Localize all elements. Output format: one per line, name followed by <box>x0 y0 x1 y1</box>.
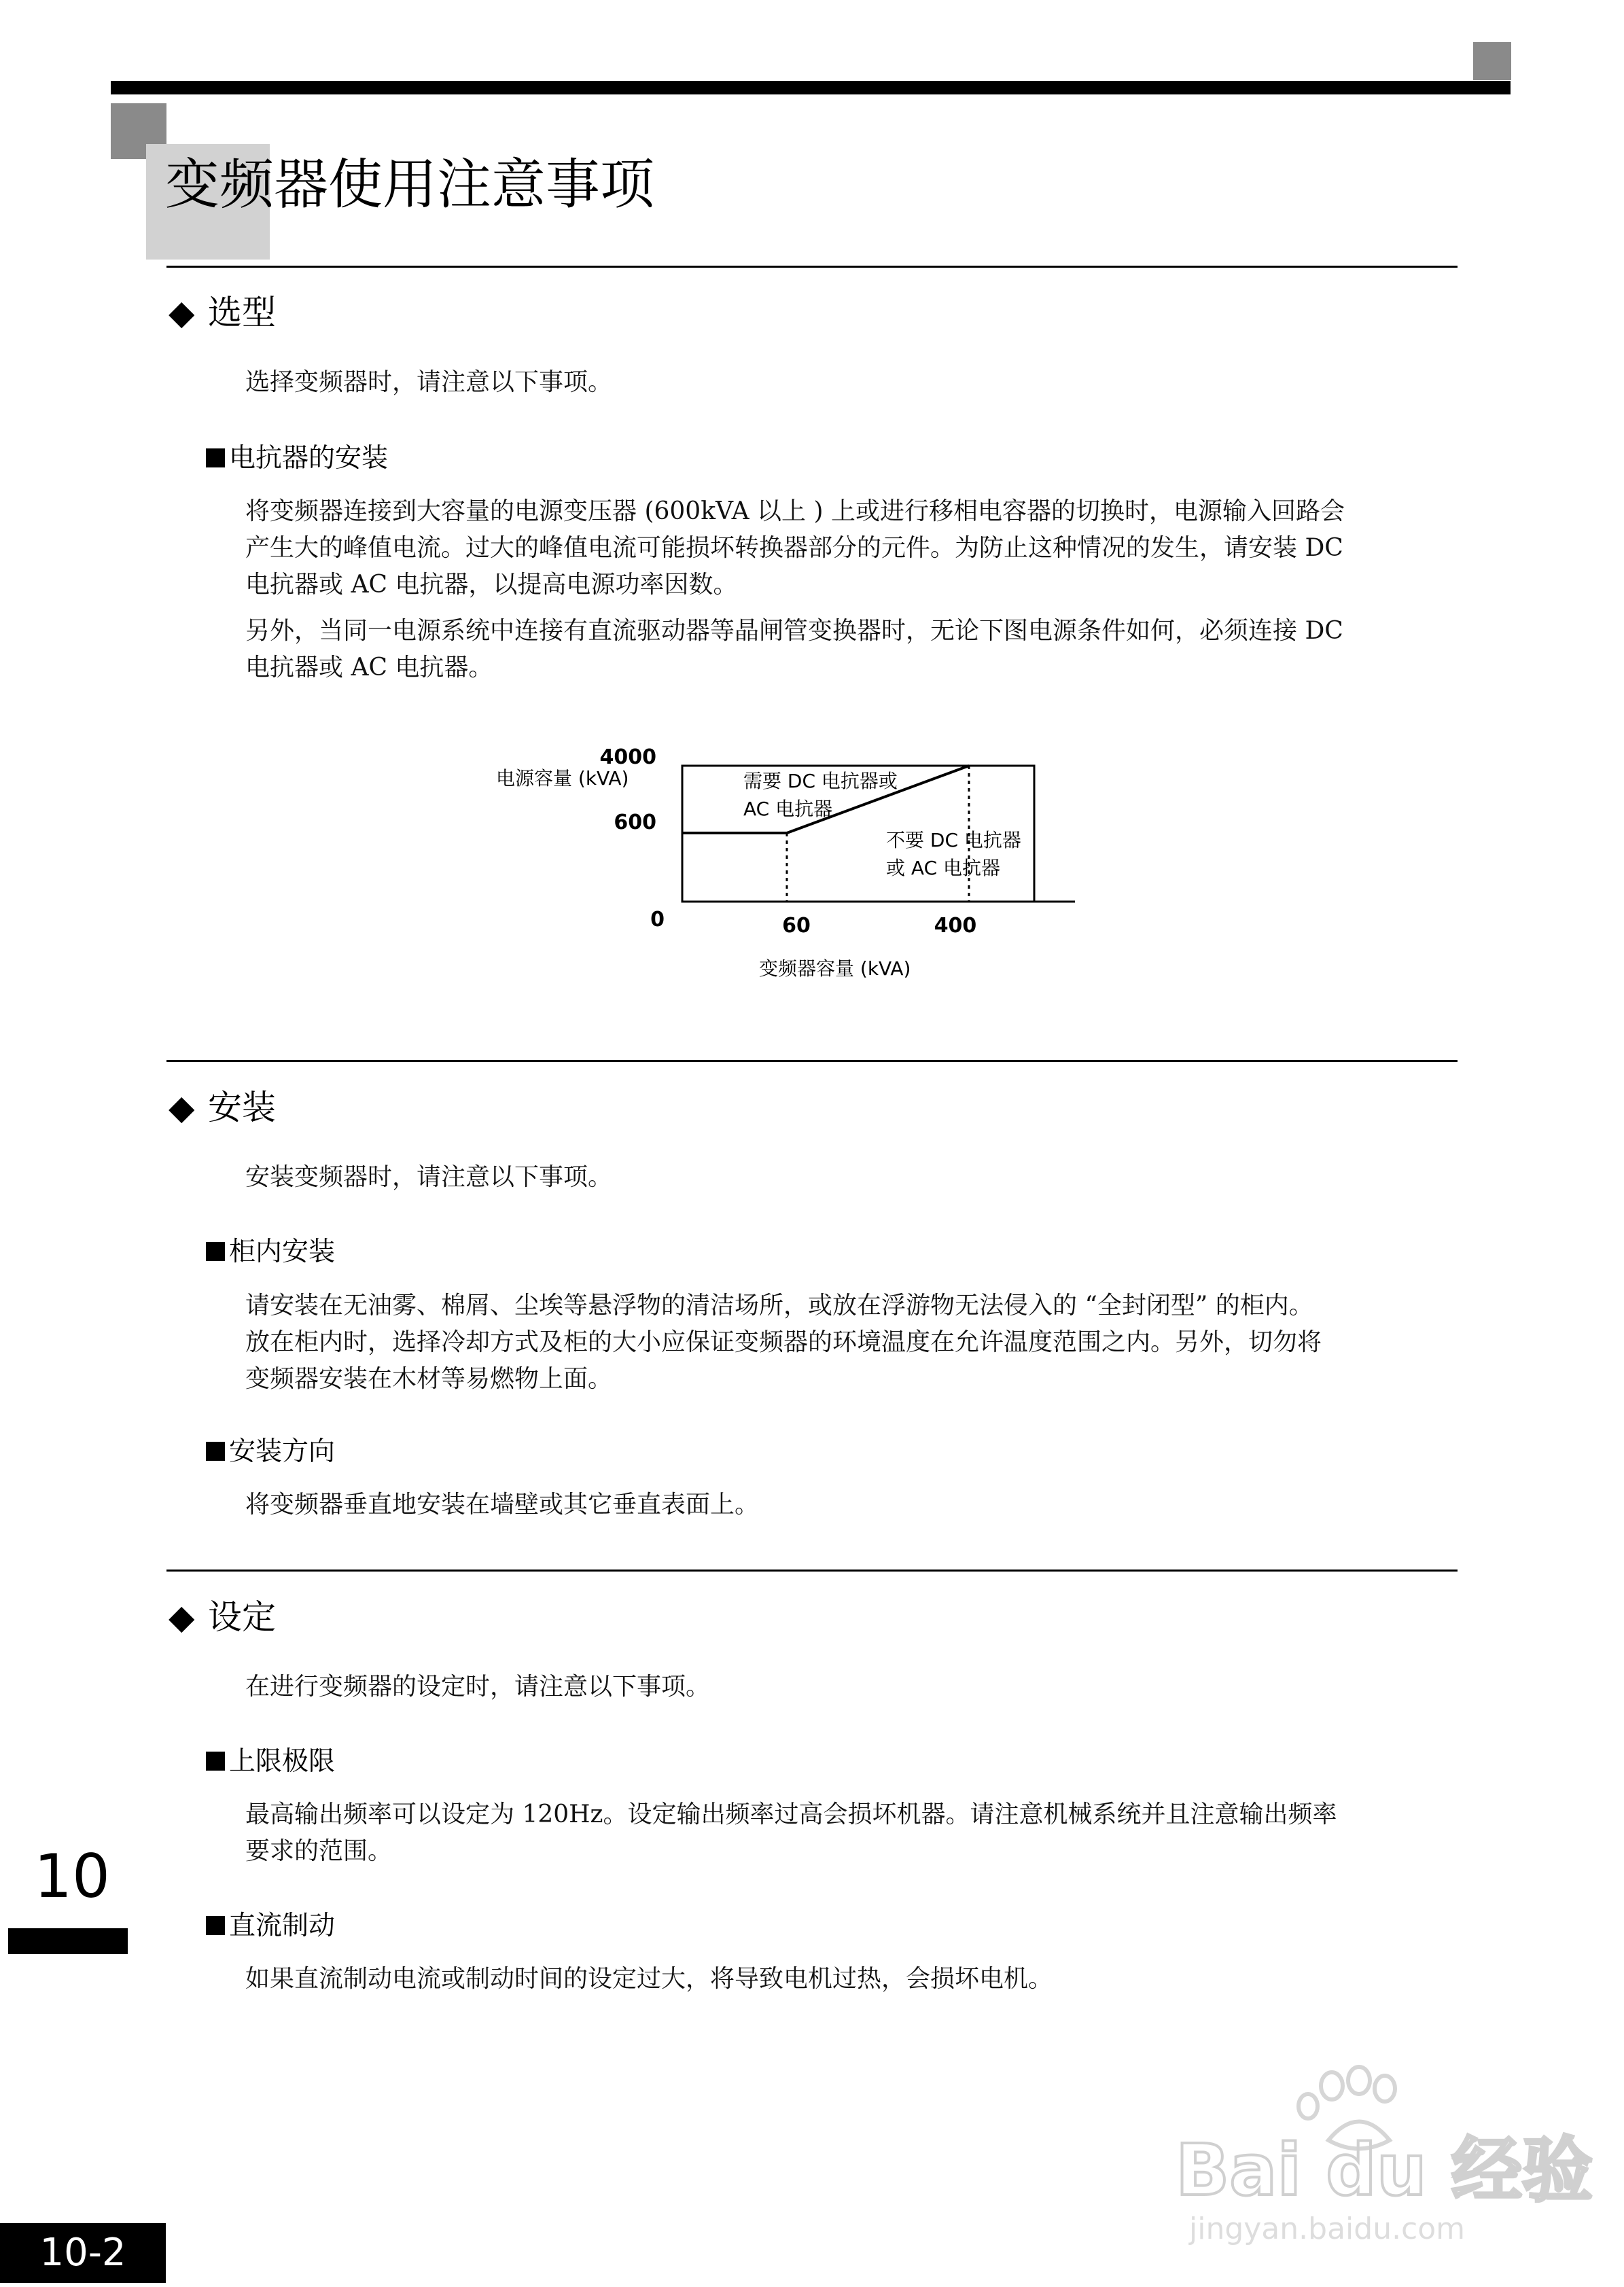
square-bullet-icon <box>206 1752 225 1771</box>
page-number: 10-2 <box>0 2223 166 2283</box>
chapter-tab-bar <box>8 1928 128 1954</box>
square-bullet-icon <box>206 1242 225 1261</box>
x-axis-label: 变频器容量 (kVA) <box>759 957 911 980</box>
subheading-label: 上限极限 <box>229 1746 336 1777</box>
subheading-reactor <box>206 442 388 476</box>
text-line: 电抗器或 AC 电抗器。 <box>245 654 493 681</box>
section-intro: 在进行变频器的设定时，请注意以下事项。 <box>245 1673 711 1701</box>
y-tick-label: 0 <box>650 908 665 932</box>
x-tick-label: 400 <box>934 914 977 938</box>
paragraph-reactor-1 <box>245 493 1458 603</box>
y-axis-label: 电源容量 (kVA) <box>496 767 629 790</box>
y-tick-label: 4000 <box>599 745 656 769</box>
text-line: 将变频器垂直地安装在墙壁或其它垂直表面上。 <box>245 1491 760 1519</box>
subheading-label: 柜内安装 <box>229 1237 336 1267</box>
region-label-above: AC 电抗器 <box>743 798 833 820</box>
diamond-icon: ◆ <box>169 1597 195 1637</box>
text-line: 另外，当同一电源系统中连接有直流驱动器等晶闸管变换器时，无论下图电源条件如何，必须连接 DC <box>245 617 1343 645</box>
text-line: 最高输出频率可以设定为 120Hz。设定输出频率过高会损坏机器。请注意机械系统并且注意输出频率 <box>245 1801 1337 1828</box>
subheading-label: 直流制动 <box>229 1911 336 1941</box>
section-title: 安装 <box>208 1088 276 1127</box>
watermark-brand: Bai du 经验 <box>1176 2129 1593 2212</box>
square-bullet-icon <box>206 1442 225 1461</box>
square-bullet-icon <box>206 1916 225 1935</box>
region-label-below: 或 AC 电抗器 <box>886 857 1001 879</box>
section-intro: 安装变频器时，请注意以下事项。 <box>245 1163 613 1191</box>
square-bullet-icon <box>206 448 225 467</box>
paragraph-cabinet <box>245 1288 1458 1398</box>
section-heading-selection <box>169 292 276 333</box>
region-label-above: 需要 DC 电抗器或 <box>743 770 898 792</box>
text-line: 产生大的峰值电流。过大的峰值电流可能损坏转换器部分的元件。为防止这种情况的发生，请安装 DC <box>245 534 1343 562</box>
section-divider <box>166 266 1458 268</box>
section-heading-installation <box>169 1087 276 1128</box>
page-title: 变频器使用注意事项 <box>165 153 654 216</box>
subheading-dc-braking <box>206 1909 335 1943</box>
baidu-watermark-logo <box>1162 2066 1593 2249</box>
section-divider <box>166 1570 1458 1572</box>
subheading-label: 安装方向 <box>229 1436 336 1467</box>
paragraph-direction <box>245 1487 1458 1523</box>
text-line: 将变频器连接到大容量的电源变压器 (600kVA 以上 ) 上或进行移相电容器的切换时，电源输入回路会 <box>245 497 1345 525</box>
header-corner-square <box>1473 42 1511 80</box>
section-heading-settings <box>169 1597 276 1637</box>
paragraph-dc-braking <box>245 1961 1458 1998</box>
y-tick-label: 600 <box>614 811 656 834</box>
text-line: 放在柜内时，选择冷却方式及柜的大小应保证变频器的环境温度在允许温度范围之内。另外，切勿将 <box>245 1328 1322 1356</box>
subheading-direction <box>206 1435 335 1469</box>
subheading-upper-limit <box>206 1745 335 1779</box>
reactor-requirement-chart <box>496 741 1108 999</box>
chapter-tab-number: 10 <box>34 1841 110 1911</box>
paragraph-upper-limit <box>245 1796 1458 1870</box>
text-line: 电抗器或 AC 电抗器，以提高电源功率因数。 <box>245 571 738 599</box>
section-intro: 选择变频器时，请注意以下事项。 <box>245 368 613 396</box>
diamond-icon: ◆ <box>169 1088 195 1127</box>
text-line: 要求的范围。 <box>245 1837 393 1865</box>
header-rule <box>111 81 1511 94</box>
x-tick-label: 60 <box>782 914 811 938</box>
subheading-label: 电抗器的安装 <box>229 443 389 474</box>
paragraph-reactor-2 <box>245 613 1458 686</box>
watermark-url: jingyan.baidu.com <box>1189 2212 1466 2246</box>
subheading-cabinet <box>206 1235 335 1269</box>
region-label-below: 不要 DC 电抗器 <box>886 829 1021 851</box>
section-title: 设定 <box>208 1597 276 1637</box>
section-divider <box>166 1060 1458 1062</box>
diamond-icon: ◆ <box>169 293 195 332</box>
text-line: 变频器安装在木材等易燃物上面。 <box>245 1365 613 1393</box>
text-line: 请安装在无油雾、棉屑、尘埃等悬浮物的清洁场所，或放在浮游物无法侵入的 “全封闭型” 的柜内。 <box>245 1292 1313 1319</box>
text-line: 如果直流制动电流或制动时间的设定过大，将导致电机过热，会损坏电机。 <box>245 1965 1053 1993</box>
section-title: 选型 <box>208 293 276 332</box>
